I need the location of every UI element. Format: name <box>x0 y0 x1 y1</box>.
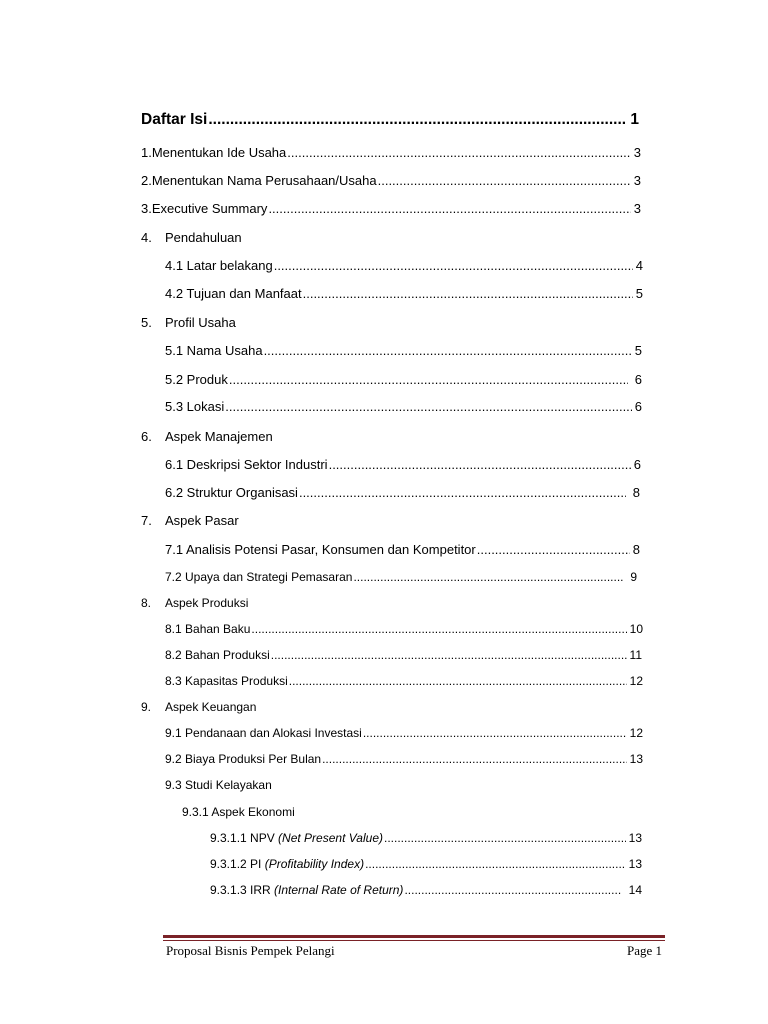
toc-entry-text <box>210 855 364 873</box>
toc-page-number: 3 <box>633 201 641 216</box>
toc-page-number: 3 <box>633 173 641 188</box>
toc-entry-8 <box>141 594 248 612</box>
footer-page-number: Page 1 <box>626 943 662 958</box>
toc-leader <box>268 200 630 218</box>
toc-page-number: 10 <box>629 622 643 636</box>
toc-entry-text: 8.2 Bahan Produksi <box>165 648 270 662</box>
toc-page-number: 12 <box>629 726 643 740</box>
toc-entry-8-1 <box>165 620 643 638</box>
toc-entry-text: 8.1 Bahan Baku <box>165 622 251 636</box>
toc-entry-2 <box>141 172 641 190</box>
footer-document-title: Proposal Bisnis Pempek Pelangi <box>166 943 335 958</box>
toc-leader <box>404 881 621 899</box>
toc-entry-text: 5.2 Produk <box>165 372 228 387</box>
toc-entry-5-1 <box>165 342 642 360</box>
toc-page-number: 4 <box>635 258 643 273</box>
toc-page-number: 11 <box>629 648 642 662</box>
toc-entry-text: 6.1 Deskripsi Sektor Industri <box>165 457 328 472</box>
toc-leader <box>264 342 632 360</box>
toc-entry-text: 7.1 Analisis Potensi Pasar, Konsumen dan Kompetitor <box>165 542 476 557</box>
toc-page-number: 8 <box>632 542 640 557</box>
toc-page-number: 14 <box>628 883 642 897</box>
toc-entry-number: 1. <box>141 145 152 160</box>
toc-leader <box>303 285 633 303</box>
toc-entry-9-3-1 <box>182 803 295 821</box>
toc-entry-text: Executive Summary <box>151 201 268 216</box>
toc-entry-text <box>210 829 383 847</box>
toc-entry-6-2 <box>165 484 640 502</box>
toc-entry-4 <box>141 229 242 247</box>
toc-entry-text: 4.1 Latar belakang <box>165 258 273 273</box>
toc-entry-number: 2. <box>141 173 152 188</box>
toc-leader <box>477 541 630 559</box>
toc-entry-5 <box>141 314 236 332</box>
toc-page-number: 6 <box>634 372 642 387</box>
toc-entry-italic: (Internal Rate of Return) <box>274 883 404 897</box>
toc-entry-text: Aspek Manajemen <box>165 429 273 444</box>
toc-entry-9-3-1-3 <box>210 881 642 899</box>
toc-entry-number: 8. <box>141 596 152 610</box>
toc-entry-number: 3. <box>141 201 152 216</box>
toc-page-number: 12 <box>629 674 643 688</box>
toc-leader <box>229 371 628 389</box>
toc-entry-text: Pendahuluan <box>165 230 242 245</box>
toc-entry-text: 9.3.1 Aspek Ekonomi <box>182 805 295 819</box>
toc-entry-text <box>210 881 403 899</box>
toc-entry-7 <box>141 512 239 530</box>
toc-entry-number: 6. <box>141 429 152 444</box>
toc-leader <box>384 829 626 847</box>
toc-entry-8-3 <box>165 672 643 690</box>
toc-page-number: 13 <box>628 857 642 871</box>
toc-entry-number: 9. <box>141 700 152 714</box>
toc-entry-4-1 <box>165 257 643 275</box>
toc-entry-text: 9.1 Pendanaan dan Alokasi Investasi <box>165 726 362 740</box>
toc-entry-3 <box>141 200 641 218</box>
toc-leader <box>287 144 630 162</box>
toc-page-number: 6 <box>633 457 641 472</box>
toc-leader <box>353 568 623 586</box>
toc-entry-text: Profil Usaha <box>165 315 236 330</box>
toc-leader <box>289 672 627 690</box>
toc-entry-prefix: 9.3.1.1 NPV <box>210 831 279 845</box>
toc-leader <box>251 620 626 638</box>
footer-rule-thin <box>163 940 665 941</box>
toc-entry-text: 9.2 Biaya Produksi Per Bulan <box>165 752 322 766</box>
toc-leader <box>271 646 627 664</box>
toc-entry-9-3-1-1 <box>210 829 642 847</box>
toc-entry-text: 4.2 Tujuan dan Manfaat <box>165 286 302 301</box>
toc-leader <box>329 456 631 474</box>
toc-entry-text: 7.2 Upaya dan Strategi Pemasaran <box>165 570 353 584</box>
toc-page-number: 9 <box>630 570 637 584</box>
toc-entry-text: 9.3 Studi Kelayakan <box>165 778 272 792</box>
toc-page-number: 13 <box>628 831 642 845</box>
toc-entry-prefix: 9.3.1.3 IRR <box>210 883 275 897</box>
toc-title-text: Daftar Isi <box>141 111 208 128</box>
toc-page-number: 5 <box>635 286 643 301</box>
toc-entry-1 <box>141 144 641 162</box>
toc-entry-7-2 <box>165 568 637 586</box>
toc-leader <box>378 172 631 190</box>
toc-entry-text: Aspek Pasar <box>165 513 239 528</box>
toc-entry-italic: (Profitability Index) <box>264 857 365 871</box>
toc-entry-6-1 <box>165 456 641 474</box>
toc-entry-italic: (Net Present Value) <box>278 831 383 845</box>
toc-entry-number: 4. <box>141 230 152 245</box>
toc-leader <box>363 724 627 742</box>
toc-page-number: 3 <box>633 145 641 160</box>
toc-entry-text: Aspek Produksi <box>165 596 249 610</box>
toc-page-number: 13 <box>629 752 643 766</box>
toc-entry-text: Aspek Keuangan <box>165 700 257 714</box>
toc-leader <box>365 855 626 873</box>
toc-entry-9-3-1-2 <box>210 855 642 873</box>
toc-leader <box>274 257 633 275</box>
toc-entry-prefix: 9.3.1.2 PI <box>210 857 265 871</box>
toc-entry-text: 5.3 Lokasi <box>165 399 225 414</box>
toc-entry-text: 8.3 Kapasitas Produksi <box>165 674 288 688</box>
toc-entry-text: 5.1 Nama Usaha <box>165 343 263 358</box>
toc-entry-number: 5. <box>141 315 152 330</box>
toc-entry-9-1 <box>165 724 643 742</box>
toc-entry-9-2 <box>165 750 643 768</box>
toc-title-leader <box>208 111 627 129</box>
toc-entry-8-2 <box>165 646 642 664</box>
toc-entry-number: 7. <box>141 513 152 528</box>
toc-entry-5-2 <box>165 371 642 389</box>
toc-entry-5-3 <box>165 398 642 416</box>
footer-rule-thick <box>163 935 665 938</box>
toc-entry-text: Menentukan Nama Perusahaan/Usaha <box>151 173 377 188</box>
toc-entry-9-3 <box>165 776 272 794</box>
toc-page-number: 5 <box>634 343 642 358</box>
toc-entry-7-1 <box>165 541 640 559</box>
toc-title <box>141 111 639 129</box>
toc-leader <box>322 750 627 768</box>
toc-page-number: 6 <box>634 399 642 414</box>
toc-entry-6 <box>141 428 273 446</box>
toc-entry-text: Menentukan Ide Usaha <box>151 145 287 160</box>
toc-entry-9 <box>141 698 256 716</box>
toc-title-page: 1 <box>630 111 639 128</box>
toc-leader <box>225 398 632 416</box>
toc-entry-text: 6.2 Struktur Organisasi <box>165 485 298 500</box>
toc-leader <box>299 484 626 502</box>
toc-page-number: 8 <box>632 485 640 500</box>
toc-entry-4-2 <box>165 285 643 303</box>
